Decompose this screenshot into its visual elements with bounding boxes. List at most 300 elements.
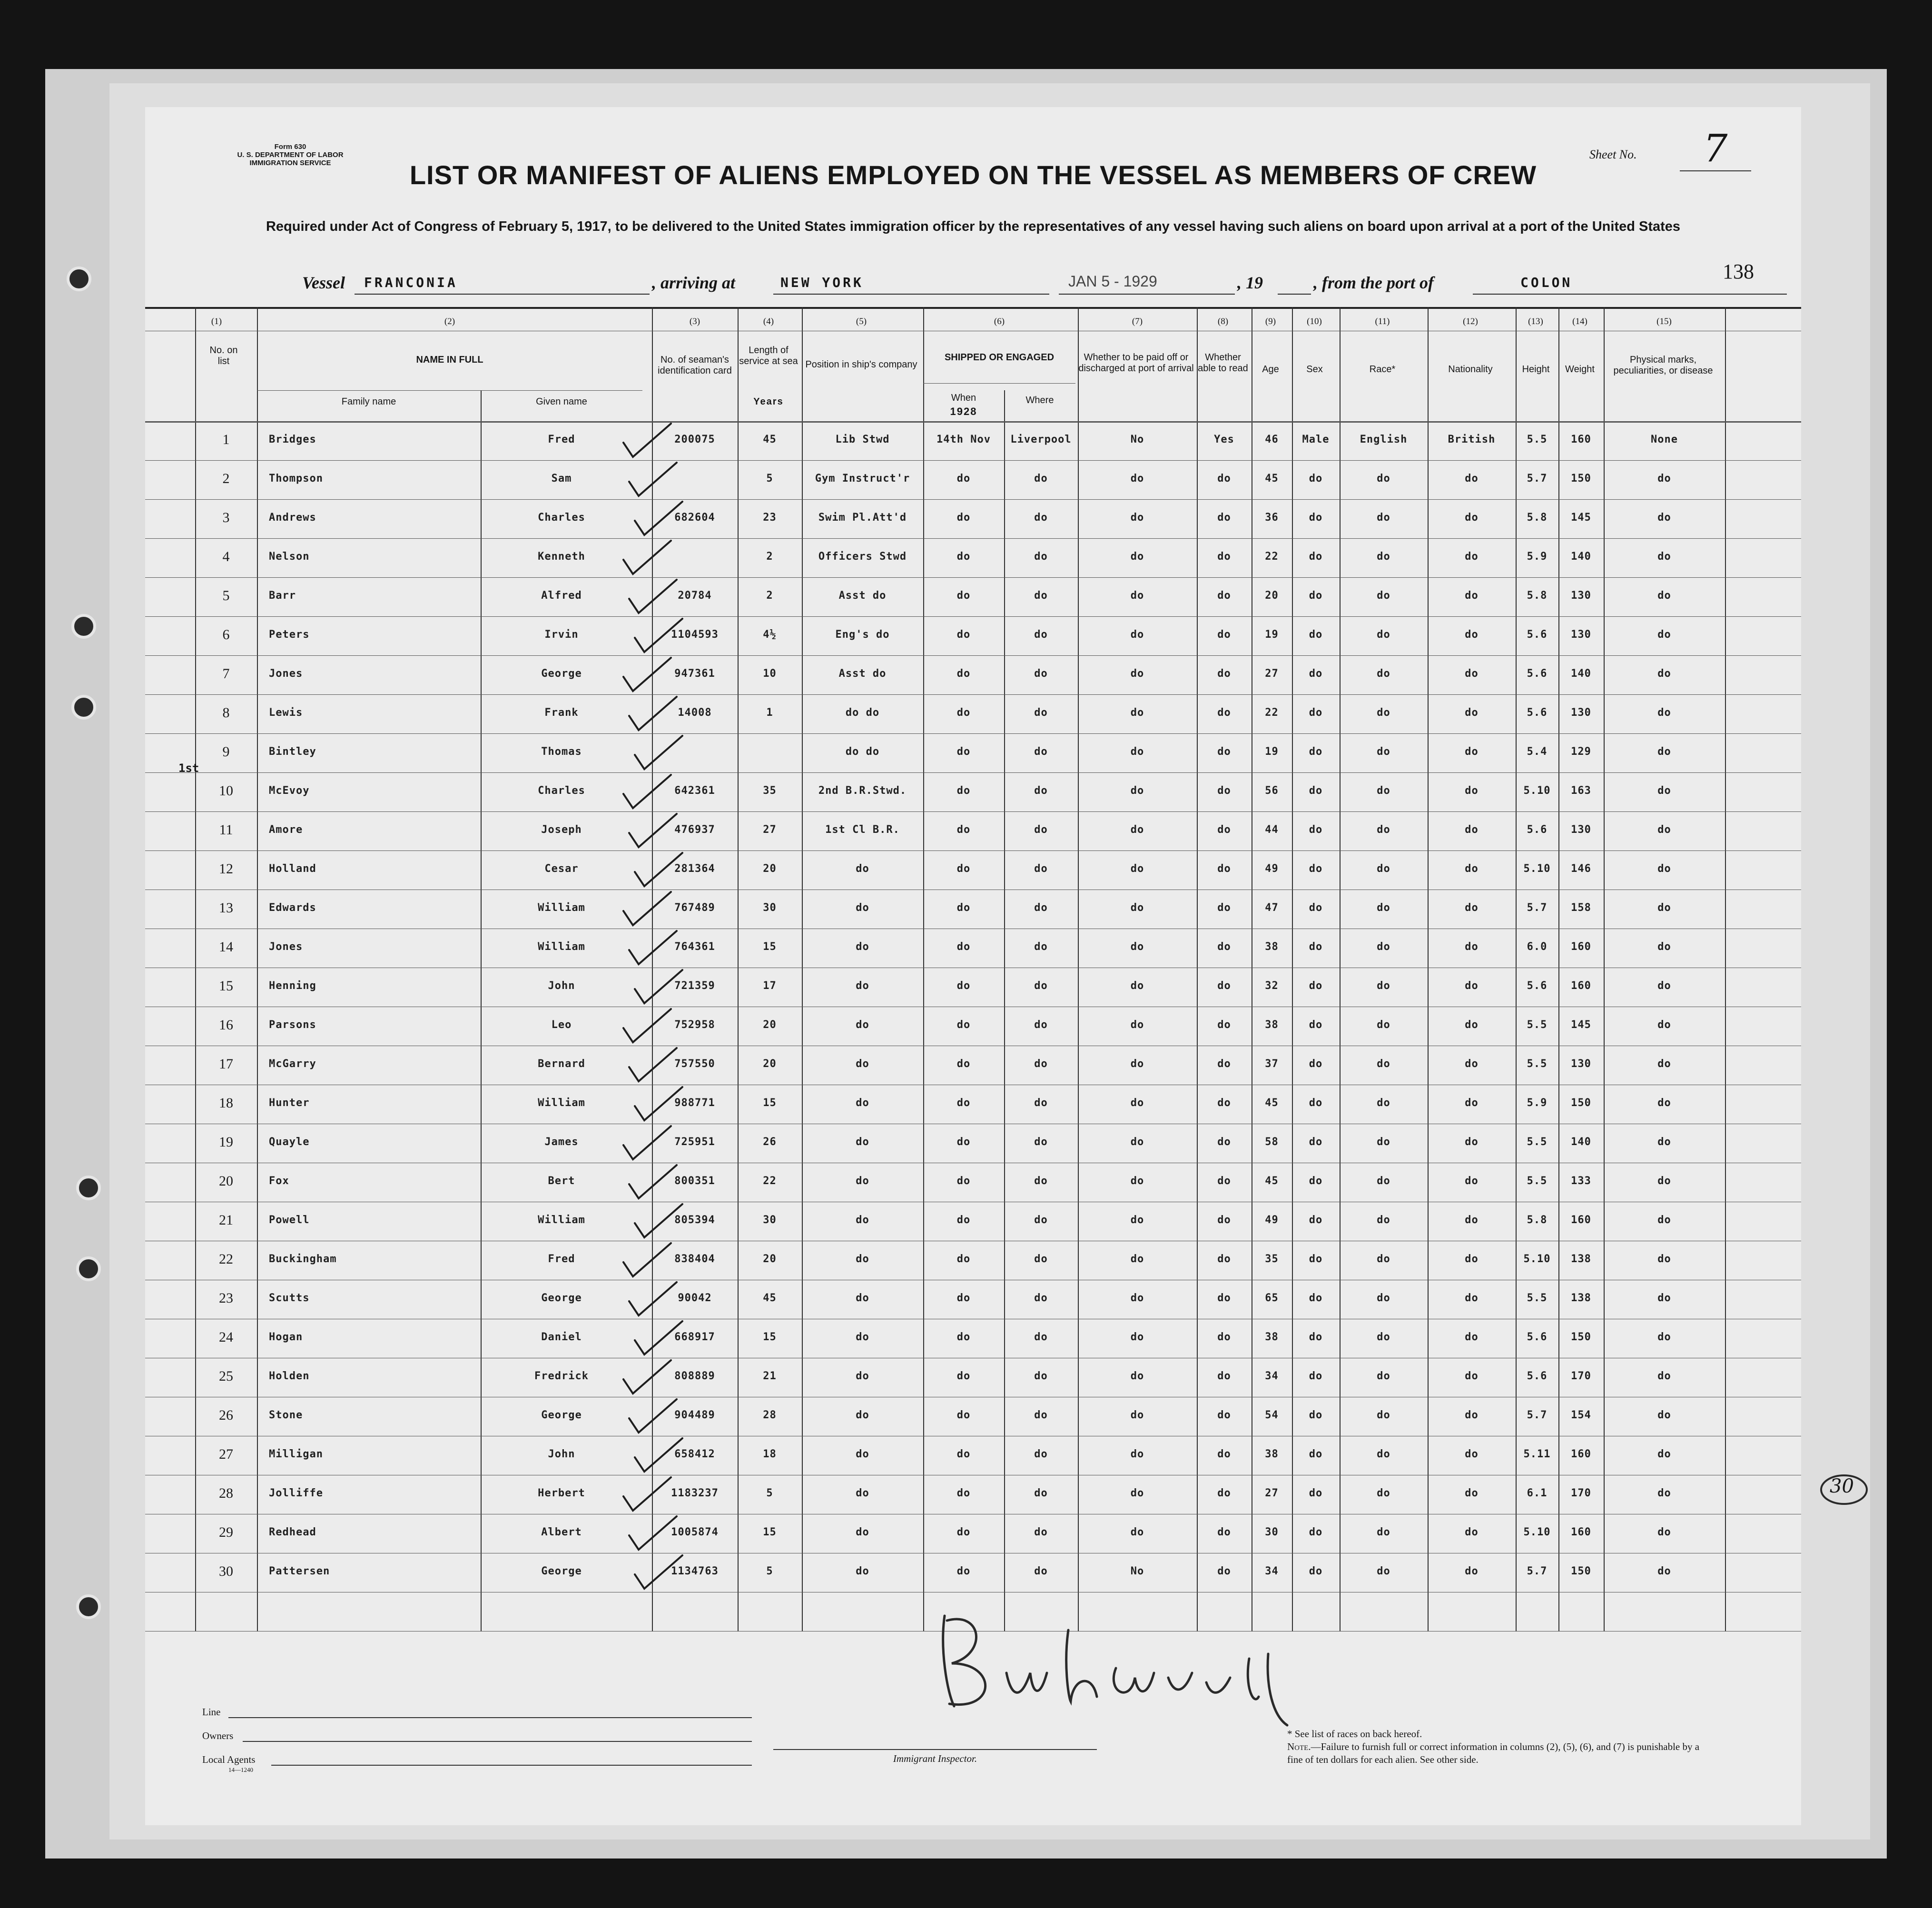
cell-position: do — [856, 1214, 869, 1226]
cell-where: do — [1034, 1370, 1048, 1382]
cell-race: do — [1377, 1448, 1390, 1460]
cell-position: Eng's do — [835, 629, 890, 641]
cell-given: Charles — [538, 512, 585, 524]
cell-family: Bridges — [269, 434, 316, 445]
cell-weight: 158 — [1571, 902, 1591, 914]
cell-read: do — [1217, 941, 1231, 953]
cell-race: do — [1377, 1058, 1390, 1070]
cell-when: do — [956, 863, 971, 875]
cell-given: George — [541, 1565, 582, 1577]
cell-read: do — [1217, 980, 1231, 992]
cell-position: do — [856, 1487, 869, 1499]
cell-card: 476937 — [674, 824, 715, 836]
cell-given: Irvin — [544, 629, 579, 641]
cell-sex: do — [1309, 551, 1323, 563]
cell-where: do — [1034, 1409, 1048, 1421]
cell-marks: do — [1657, 1448, 1671, 1460]
cell-years: 15 — [763, 941, 777, 953]
cell-weight: 170 — [1571, 1487, 1591, 1499]
cell-when: do — [956, 824, 971, 836]
cell-position: do do — [845, 746, 880, 758]
cell-age: 49 — [1265, 863, 1279, 875]
cell-paid: do — [1130, 1409, 1144, 1421]
cell-position: do — [856, 1019, 869, 1031]
header-when-year: 1928 — [950, 405, 977, 417]
punch-hole-icon — [76, 1256, 101, 1281]
cell-weight: 129 — [1571, 746, 1591, 758]
cell-years: 45 — [763, 434, 777, 445]
cell-card: 721359 — [674, 980, 715, 992]
cell-given: Daniel — [541, 1331, 582, 1343]
cell-paid: do — [1130, 668, 1144, 680]
sheet-number-label: Sheet No. — [1589, 148, 1637, 161]
check-mark-icon — [629, 463, 677, 496]
page-subtitle: Required under Act of Congress of February 5, 1917, to be delivered to the United States immigration officer by the representatives of any vessel having such aliens on board upon arrival at a port of the United States — [266, 219, 1681, 234]
cell-where: do — [1034, 1058, 1048, 1070]
row-number: 25 — [219, 1368, 233, 1384]
cell-nationality: do — [1465, 1292, 1479, 1304]
check-mark-icon — [623, 1126, 671, 1159]
cell-race: do — [1377, 902, 1390, 914]
column-number: (15) — [1656, 316, 1672, 326]
cell-given: George — [541, 668, 582, 680]
cell-height: 5.9 — [1527, 1097, 1548, 1109]
cell-where: do — [1034, 902, 1048, 914]
cell-race: do — [1377, 1565, 1390, 1577]
cell-years: 20 — [763, 1253, 777, 1265]
cell-read: do — [1217, 746, 1231, 758]
cell-card: 988771 — [674, 1097, 715, 1109]
cell-given: John — [548, 980, 575, 992]
races-note: * See list of races on back hereof. — [1287, 1728, 1422, 1740]
cell-sex: do — [1309, 1292, 1323, 1304]
column-number: (4) — [763, 316, 774, 326]
cell-age: 32 — [1265, 980, 1279, 992]
cell-age: 38 — [1265, 1331, 1279, 1343]
cell-family: Parsons — [269, 1019, 316, 1031]
cell-race: do — [1377, 1370, 1390, 1382]
cell-marks: None — [1651, 434, 1678, 445]
cell-read: do — [1217, 1292, 1231, 1304]
cell-when: do — [956, 1331, 971, 1343]
check-mark-icon — [635, 619, 682, 652]
cell-when: do — [956, 941, 971, 953]
cell-card: 757550 — [674, 1058, 715, 1070]
cell-paid: do — [1130, 707, 1144, 719]
cell-weight: 130 — [1571, 1058, 1591, 1070]
cell-paid: do — [1130, 551, 1144, 563]
cell-nationality: do — [1465, 551, 1479, 563]
cell-position: Swim Pl.Att'd — [818, 512, 907, 524]
cell-where: do — [1034, 746, 1048, 758]
cell-nationality: do — [1465, 1409, 1479, 1421]
cell-position: do — [856, 1253, 869, 1265]
header-family-name: Family name — [341, 396, 396, 407]
cell-given: Charles — [538, 785, 585, 797]
cell-marks: do — [1657, 902, 1671, 914]
penalty-note — [1287, 1740, 1715, 1766]
cell-card: 838404 — [674, 1253, 715, 1265]
cell-height: 5.5 — [1527, 1136, 1548, 1148]
cell-where: do — [1034, 707, 1048, 719]
cell-when: do — [956, 1487, 971, 1499]
cell-height: 5.7 — [1527, 1565, 1548, 1577]
cell-years: 17 — [763, 980, 777, 992]
row-number: 23 — [219, 1290, 233, 1306]
cell-card: 281364 — [674, 863, 715, 875]
cell-family: Nelson — [269, 551, 310, 563]
cell-when: do — [956, 1409, 971, 1421]
cell-nationality: British — [1448, 434, 1496, 445]
cell-when: do — [956, 629, 971, 641]
cell-age: 49 — [1265, 1214, 1279, 1226]
row-number: 26 — [219, 1407, 233, 1423]
cell-marks: do — [1657, 941, 1671, 953]
row-number: 29 — [219, 1524, 233, 1540]
cell-card: 805394 — [674, 1214, 715, 1226]
cell-height: 5.10 — [1523, 1526, 1551, 1538]
cell-read: Yes — [1214, 434, 1234, 445]
cell-when: do — [956, 551, 971, 563]
cell-height: 5.4 — [1527, 746, 1548, 758]
cell-read: do — [1217, 1058, 1231, 1070]
cell-sex: do — [1309, 668, 1323, 680]
cell-age: 22 — [1265, 707, 1279, 719]
row-number: 28 — [219, 1485, 233, 1501]
cell-years: 15 — [763, 1097, 777, 1109]
header-given-name: Given name — [536, 396, 587, 407]
cell-nationality: do — [1465, 785, 1479, 797]
footer-owners-label: Owners — [202, 1730, 234, 1741]
cell-race: do — [1377, 1526, 1390, 1538]
cell-when: do — [956, 512, 971, 524]
manifest-page — [145, 107, 1801, 1825]
cell-where: do — [1034, 1136, 1048, 1148]
cell-years: 35 — [763, 785, 777, 797]
cell-race: do — [1377, 551, 1390, 563]
row-number: 21 — [219, 1212, 233, 1228]
header-height: Height — [1522, 364, 1550, 375]
cell-where: do — [1034, 1526, 1048, 1538]
cell-read: do — [1217, 1448, 1231, 1460]
cell-weight: 130 — [1571, 824, 1591, 836]
cell-given: Cesar — [544, 863, 579, 875]
cell-years: 27 — [763, 824, 777, 836]
row-number: 6 — [222, 627, 230, 643]
cell-weight: 130 — [1571, 590, 1591, 602]
cell-paid: do — [1130, 1097, 1144, 1109]
cell-position: do — [856, 1292, 869, 1304]
cell-weight: 140 — [1571, 1136, 1591, 1148]
cell-age: 56 — [1265, 785, 1279, 797]
cell-when: do — [956, 980, 971, 992]
header-nationality: Nationality — [1448, 364, 1493, 375]
check-mark-icon — [629, 1399, 677, 1433]
cell-where: Liverpool — [1010, 434, 1072, 445]
cell-family: Fox — [269, 1175, 289, 1187]
cell-family: Jones — [269, 941, 303, 953]
cell-where: do — [1034, 590, 1048, 602]
column-number: (6) — [994, 316, 1005, 326]
cell-given: William — [538, 941, 585, 953]
cell-given: Fred — [548, 1253, 575, 1265]
cell-nationality: do — [1465, 941, 1479, 953]
cell-card: 904489 — [674, 1409, 715, 1421]
punch-hole-icon — [67, 267, 91, 291]
cell-height: 5.5 — [1527, 1019, 1548, 1031]
cell-where: do — [1034, 668, 1048, 680]
cell-weight: 160 — [1571, 1448, 1591, 1460]
cell-race: do — [1377, 863, 1390, 875]
cell-position: Gym Instruct'r — [815, 473, 910, 484]
cell-weight: 145 — [1571, 1019, 1591, 1031]
cell-height: 5.6 — [1527, 1331, 1548, 1343]
cell-read: do — [1217, 629, 1231, 641]
footer-agents-label: Local Agents — [202, 1754, 256, 1765]
page-title: LIST OR MANIFEST OF ALIENS EMPLOYED ON THE VESSEL AS MEMBERS OF CREW — [409, 160, 1537, 190]
header-where: Where — [1025, 395, 1054, 405]
check-mark-icon — [635, 1438, 682, 1472]
check-mark-icon — [635, 1555, 682, 1589]
cell-years: 22 — [763, 1175, 777, 1187]
cell-card: 1134763 — [671, 1565, 719, 1577]
cell-family: Barr — [269, 590, 296, 602]
cell-family: Hunter — [269, 1097, 310, 1109]
date-stamp: JAN 5 - 1929 — [1068, 273, 1157, 290]
cell-height: 5.5 — [1527, 434, 1548, 445]
cell-where: do — [1034, 551, 1048, 563]
cell-marks: do — [1657, 1565, 1671, 1577]
cell-position: do — [856, 1370, 869, 1382]
cell-family: Peters — [269, 629, 310, 641]
cell-race: do — [1377, 824, 1390, 836]
cell-read: do — [1217, 1409, 1231, 1421]
cell-sex: do — [1309, 785, 1323, 797]
cell-family: Henning — [269, 980, 316, 992]
cell-card: 752958 — [674, 1019, 715, 1031]
cell-where: do — [1034, 512, 1048, 524]
cell-paid: do — [1130, 1175, 1144, 1187]
cell-years: 30 — [763, 1214, 777, 1226]
cell-card: 668917 — [674, 1331, 715, 1343]
cell-given: William — [538, 1097, 585, 1109]
cell-read: do — [1217, 1019, 1231, 1031]
cell-weight: 160 — [1571, 1526, 1591, 1538]
cell-card: 682604 — [674, 512, 715, 524]
cell-sex: do — [1309, 1253, 1323, 1265]
cell-paid: do — [1130, 1019, 1144, 1031]
cell-nationality: do — [1465, 590, 1479, 602]
cell-weight: 150 — [1571, 1097, 1591, 1109]
cell-marks: do — [1657, 551, 1671, 563]
check-mark-icon — [635, 736, 682, 769]
row-number: 11 — [219, 822, 233, 838]
cell-race: do — [1377, 590, 1390, 602]
cell-given: Bernard — [538, 1058, 585, 1070]
cell-card: 658412 — [674, 1448, 715, 1460]
cell-paid: No — [1130, 1565, 1144, 1577]
cell-sex: do — [1309, 1526, 1323, 1538]
arriving-label: , arriving at — [652, 273, 736, 292]
cell-years: 21 — [763, 1370, 777, 1382]
cell-position: do — [856, 1175, 869, 1187]
header-physical-marks: Physical marks, peculiarities, or disease — [1613, 355, 1713, 376]
row-number: 9 — [222, 744, 230, 760]
cell-race: do — [1377, 668, 1390, 680]
cell-height: 5.6 — [1527, 707, 1548, 719]
cell-card: 1104593 — [671, 629, 719, 641]
cell-card: 642361 — [674, 785, 715, 797]
cell-height: 5.7 — [1527, 902, 1548, 914]
cell-family: Quayle — [269, 1136, 310, 1148]
cell-nationality: do — [1465, 746, 1479, 758]
cell-marks: do — [1657, 1136, 1671, 1148]
cell-sex: do — [1309, 1214, 1323, 1226]
header-years-unit: Years — [753, 396, 784, 407]
cell-race: do — [1377, 1175, 1390, 1187]
check-mark-icon — [635, 1321, 682, 1354]
cell-sex: do — [1309, 1409, 1323, 1421]
cell-age: 44 — [1265, 824, 1279, 836]
cell-given: Fredrick — [534, 1370, 589, 1382]
header-weight: Weight — [1565, 364, 1595, 375]
margin-note-first: 1st — [178, 761, 199, 775]
cell-nationality: do — [1465, 824, 1479, 836]
cell-age: 34 — [1265, 1565, 1279, 1577]
cell-marks: do — [1657, 1175, 1671, 1187]
cell-height: 5.10 — [1523, 785, 1551, 797]
cell-nationality: do — [1465, 668, 1479, 680]
cell-position: do — [856, 902, 869, 914]
cell-when: do — [956, 902, 971, 914]
cell-weight: 150 — [1571, 1331, 1591, 1343]
header-sex: Sex — [1306, 364, 1323, 375]
cell-weight: 140 — [1571, 551, 1591, 563]
cell-race: do — [1377, 1487, 1390, 1499]
cell-nationality: do — [1465, 1526, 1479, 1538]
header-no-on-list: No. on list — [209, 345, 238, 366]
cell-years: 20 — [763, 1019, 777, 1031]
column-number: (8) — [1217, 316, 1229, 326]
cell-nationality: do — [1465, 1331, 1479, 1343]
cell-paid: do — [1130, 1058, 1144, 1070]
cell-weight: 170 — [1571, 1370, 1591, 1382]
cell-race: do — [1377, 1409, 1390, 1421]
cell-sex: do — [1309, 1487, 1323, 1499]
cell-card: 1005874 — [671, 1526, 719, 1538]
cell-card: 1183237 — [671, 1487, 719, 1499]
cell-card: 800351 — [674, 1175, 715, 1187]
row-number: 20 — [219, 1173, 233, 1189]
cell-marks: do — [1657, 707, 1671, 719]
check-mark-icon — [623, 1009, 671, 1042]
cell-height: 6.0 — [1527, 941, 1548, 953]
cell-nationality: do — [1465, 1487, 1479, 1499]
cell-weight: 163 — [1571, 785, 1591, 797]
check-mark-icon — [629, 1282, 677, 1315]
cell-position: 2nd B.R.Stwd. — [818, 785, 907, 797]
cell-where: do — [1034, 1097, 1048, 1109]
cell-read: do — [1217, 785, 1231, 797]
cell-when: do — [956, 1175, 971, 1187]
check-mark-icon — [629, 1516, 677, 1550]
check-mark-icon — [623, 1477, 671, 1511]
cell-age: 35 — [1265, 1253, 1279, 1265]
footer-agents-fill — [271, 1765, 752, 1766]
cell-height: 5.8 — [1527, 1214, 1548, 1226]
cell-marks: do — [1657, 1409, 1671, 1421]
check-mark-icon — [623, 1360, 671, 1394]
service-name: IMMIGRATION SERVICE — [249, 159, 331, 167]
cell-paid: do — [1130, 902, 1144, 914]
row-number: 3 — [222, 510, 230, 525]
cell-height: 5.6 — [1527, 668, 1548, 680]
cell-sex: do — [1309, 746, 1323, 758]
cell-card: 725951 — [674, 1136, 715, 1148]
cell-paid: do — [1130, 1331, 1144, 1343]
cell-sex: do — [1309, 941, 1323, 953]
cell-sex: do — [1309, 590, 1323, 602]
cell-paid: do — [1130, 785, 1144, 797]
vessel-name: FRANCONIA — [364, 275, 458, 290]
cell-race: do — [1377, 1214, 1390, 1226]
row-number: 24 — [219, 1329, 233, 1345]
cell-age: 37 — [1265, 1058, 1279, 1070]
cell-sex: do — [1309, 824, 1323, 836]
cell-weight: 130 — [1571, 629, 1591, 641]
check-mark-icon — [635, 1204, 682, 1237]
cell-where: do — [1034, 1448, 1048, 1460]
cell-read: do — [1217, 902, 1231, 914]
arriving-port: NEW YORK — [780, 275, 864, 290]
cell-race: do — [1377, 1292, 1390, 1304]
cell-family: Hogan — [269, 1331, 303, 1343]
cell-given: Frank — [544, 707, 579, 719]
column-number: (7) — [1132, 316, 1143, 326]
footer-owners-fill — [243, 1741, 752, 1742]
cell-card: 808889 — [674, 1370, 715, 1382]
cell-card: 90042 — [678, 1292, 712, 1304]
check-mark-icon — [629, 580, 677, 613]
cell-position: do — [856, 1409, 869, 1421]
cell-nationality: do — [1465, 1136, 1479, 1148]
cell-marks: do — [1657, 746, 1671, 758]
cell-height: 5.11 — [1523, 1448, 1551, 1460]
cell-when: do — [956, 1370, 971, 1382]
check-mark-icon — [635, 853, 682, 886]
header-name-in-full: NAME IN FULL — [416, 355, 483, 365]
cell-age: 20 — [1265, 590, 1279, 602]
cell-sex: do — [1309, 980, 1323, 992]
cell-marks: do — [1657, 473, 1671, 484]
cell-read: do — [1217, 863, 1231, 875]
cell-paid: do — [1130, 1487, 1144, 1499]
cell-race: do — [1377, 1097, 1390, 1109]
cell-paid: do — [1130, 590, 1144, 602]
cell-when: do — [956, 1058, 971, 1070]
row-number: 5 — [222, 588, 230, 603]
cell-marks: do — [1657, 668, 1671, 680]
cell-read: do — [1217, 707, 1231, 719]
punch-hole-icon — [76, 1176, 101, 1200]
cell-family: Edwards — [269, 902, 316, 914]
right-margin-number: 30 — [1830, 1475, 1854, 1497]
cell-age: 47 — [1265, 902, 1279, 914]
cell-height: 5.6 — [1527, 1370, 1548, 1382]
cell-age: 46 — [1265, 434, 1279, 445]
cell-family: McEvoy — [269, 785, 310, 797]
cell-years: 20 — [763, 1058, 777, 1070]
